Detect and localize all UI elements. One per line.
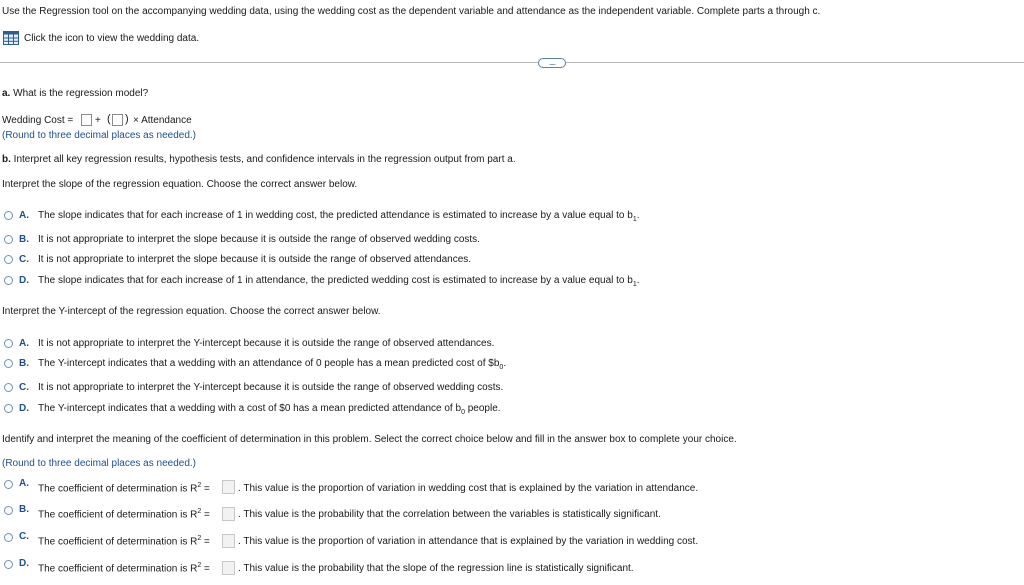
intercept-radio-b[interactable] <box>4 359 13 368</box>
slope-letter-c: C. <box>19 254 29 265</box>
r2-answer-box-b[interactable] <box>222 507 235 521</box>
r2-label: The coefficient of determination is R <box>38 563 198 575</box>
slope-option-a[interactable] <box>38 210 640 223</box>
slope-option-d-text: The slope indicates that for each increase of 1 in attendance, the predicted wedding cost is estimated to increase by a value equal to b <box>38 275 633 286</box>
r2-option-b-label <box>38 508 210 520</box>
superscript: 2 <box>197 508 202 515</box>
more-button[interactable]: ..... <box>538 58 566 68</box>
option-end: . <box>503 358 507 369</box>
intercept-option-a[interactable]: It is not appropriate to interpret the Y-intercept because it is outside the range of observed attendances. <box>38 338 495 349</box>
slope-radio-b[interactable] <box>4 235 13 244</box>
r2-letter-d: D. <box>19 558 29 569</box>
r2-answer-box-c[interactable] <box>222 534 235 548</box>
slope-option-c[interactable]: It is not appropriate to interpret the slope because it is outside the range of observed attendances. <box>38 254 472 265</box>
slope-answer-box[interactable] <box>112 114 123 126</box>
intercept-letter-d: D. <box>19 403 29 414</box>
r2-label: The coefficient of determination is R <box>38 483 198 495</box>
open-paren: ( <box>107 113 111 125</box>
r2-radio-b[interactable] <box>4 506 13 515</box>
r2-answer-box-d[interactable] <box>222 561 235 575</box>
intercept-prompt: Interpret the Y-intercept of the regression equation. Choose the correct answer below. <box>2 306 381 317</box>
part-a-question <box>2 88 148 99</box>
r2-option-a-suffix: . This value is the proportion of variation in wedding cost that is explained by the variation in attendance. <box>238 483 699 494</box>
option-end: people. <box>464 403 501 414</box>
intercept-option-d[interactable] <box>38 403 501 416</box>
r2-radio-c[interactable] <box>4 533 13 542</box>
round-hint-r2: (Round to three decimal places as needed.) <box>2 458 197 469</box>
slope-letter-a: A. <box>19 210 29 221</box>
intercept-letter-c: C. <box>19 382 29 393</box>
slope-radio-a[interactable] <box>4 211 13 220</box>
model-prefix: Wedding Cost = <box>2 115 74 126</box>
intercept-radio-a[interactable] <box>4 339 13 348</box>
intercept-letter-a: A. <box>19 338 29 349</box>
r2-answer-box-a[interactable] <box>222 480 235 494</box>
r2-label: The coefficient of determination is R <box>38 536 198 548</box>
intercept-radio-c[interactable] <box>4 383 13 392</box>
model-suffix: × Attendance <box>133 115 192 126</box>
r2-label: The coefficient of determination is R <box>38 509 198 521</box>
part-b-letter: b. <box>2 154 11 165</box>
slope-option-b[interactable]: It is not appropriate to interpret the slope because it is outside the range of observed wedding costs. <box>38 234 480 245</box>
slope-letter-b: B. <box>19 234 29 245</box>
round-hint-a: (Round to three decimal places as needed.) <box>2 130 197 141</box>
part-a-letter: a. <box>2 88 11 99</box>
subscript: 0 <box>461 409 465 416</box>
slope-letter-d: D. <box>19 275 29 286</box>
intercept-option-b-text: The Y-intercept indicates that a wedding with an attendance of 0 people has a mean predicted cost of $b <box>38 358 500 369</box>
r2-option-c-label <box>38 535 210 547</box>
view-data-link[interactable]: Click the icon to view the wedding data. <box>24 33 200 44</box>
slope-option-d[interactable] <box>38 275 640 288</box>
r2-equals: = <box>201 483 210 495</box>
r2-option-d-label <box>38 562 210 574</box>
r2-letter-b: B. <box>19 504 29 515</box>
r2-equals: = <box>201 509 210 521</box>
r2-equals: = <box>201 563 210 575</box>
superscript: 2 <box>197 562 202 569</box>
part-a-question-text: What is the regression model? <box>13 88 149 99</box>
intercept-option-d-text: The Y-intercept indicates that a wedding with a cost of $0 has a mean predicted attendance of b <box>38 403 462 414</box>
plus-sign: + <box>95 115 101 126</box>
r2-option-c-suffix: . This value is the proportion of variation in attendance that is explained by the variation in wedding cost. <box>238 536 699 547</box>
subscript: 1 <box>632 216 637 223</box>
r2-option-d-suffix: . This value is the probability that the slope of the regression line is statistically significant. <box>238 563 634 574</box>
intercept-answer-box[interactable] <box>81 114 92 126</box>
slope-prompt: Interpret the slope of the regression equation. Choose the correct answer below. <box>2 179 358 190</box>
option-end: . <box>636 275 640 286</box>
determination-prompt: Identify and interpret the meaning of the coefficient of determination in this problem. Select the correct choice below and fill in the answer box to complete your choice. <box>2 434 737 445</box>
r2-equals: = <box>201 536 210 548</box>
r2-radio-d[interactable] <box>4 560 13 569</box>
r2-option-a-label <box>38 482 210 494</box>
section-divider <box>0 62 1024 63</box>
table-grid-icon[interactable] <box>3 31 19 45</box>
slope-radio-c[interactable] <box>4 255 13 264</box>
slope-option-a-text: The slope indicates that for each increase of 1 in wedding cost, the predicted attendance is estimated to increase by a value equal to b <box>38 210 633 221</box>
slope-radio-d[interactable] <box>4 276 13 285</box>
subscript: 0 <box>499 364 504 371</box>
r2-option-b-suffix: . This value is the probability that the correlation between the variables is statistically significant. <box>238 509 661 520</box>
intercept-radio-d[interactable] <box>4 404 13 413</box>
close-paren: ) <box>125 113 129 125</box>
intercept-option-c[interactable]: It is not appropriate to interpret the Y-intercept because it is outside the range of observed wedding costs. <box>38 382 504 393</box>
r2-letter-c: C. <box>19 531 29 542</box>
intercept-option-b[interactable] <box>38 358 506 371</box>
subscript: 1 <box>632 281 637 288</box>
intercept-letter-b: B. <box>19 358 29 369</box>
r2-radio-a[interactable] <box>4 480 13 489</box>
part-b-question <box>2 154 516 165</box>
part-b-question-text: Interpret all key regression results, hypothesis tests, and confidence intervals in the regression output from part a. <box>13 154 516 165</box>
instructions-text: Use the Regression tool on the accompanying wedding data, using the wedding cost as the dependent variable and attendance as the independent variable. Complete parts a through c. <box>2 6 821 17</box>
r2-letter-a: A. <box>19 478 29 489</box>
superscript: 2 <box>197 535 202 542</box>
superscript: 2 <box>197 482 202 489</box>
option-end: . <box>636 210 640 221</box>
